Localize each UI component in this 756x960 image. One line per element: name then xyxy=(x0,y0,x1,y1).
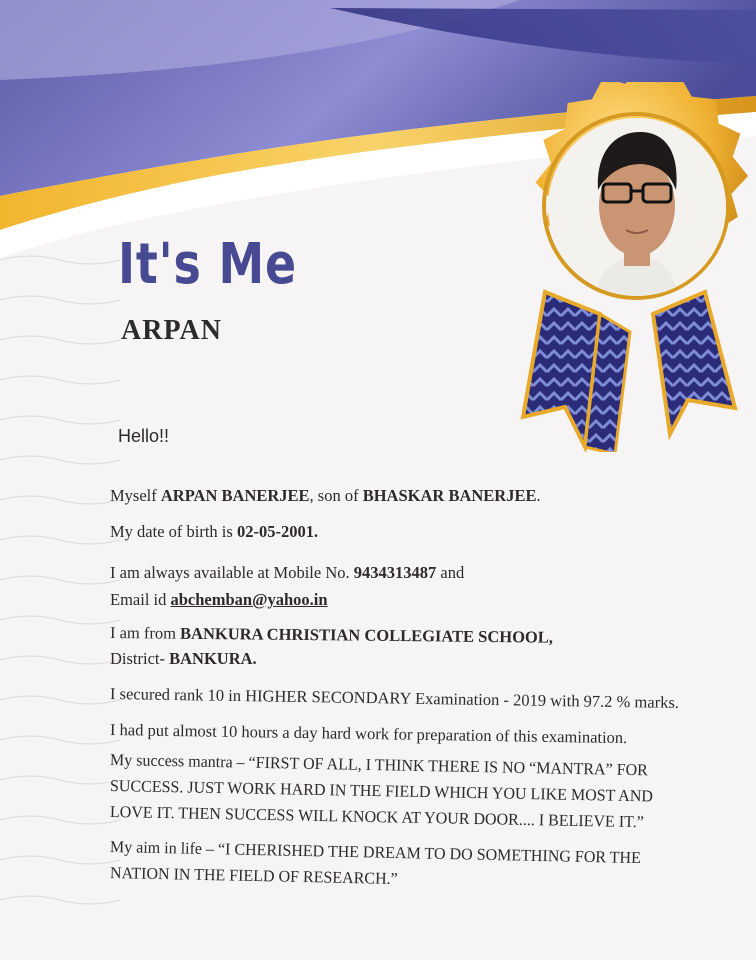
person-portrait-icon xyxy=(548,118,726,296)
mobile-prefix: I am always available at Mobile No. xyxy=(110,563,354,582)
intro-suffix: . xyxy=(536,486,541,505)
mobile-number: 9434313487 xyxy=(353,563,437,582)
school-line xyxy=(110,623,553,648)
page-title: It's Me xyxy=(118,232,298,297)
mobile-suffix: and xyxy=(436,563,465,582)
intro-middle: , son of xyxy=(309,486,363,505)
aim-line-1: My aim in life – “I CHERISHED THE DREAM TO DO SOMETHING FOR THE xyxy=(109,837,642,868)
email-line xyxy=(110,590,328,610)
school-prefix: I am from xyxy=(109,623,181,643)
decorative-lines xyxy=(0,240,120,940)
dob-line xyxy=(110,522,318,542)
email-prefix: Email id xyxy=(110,590,171,609)
profile-photo xyxy=(548,118,726,296)
greeting-text: Hello!! xyxy=(118,426,170,446)
district-prefix: District- xyxy=(110,649,170,668)
rank-line: I secured rank 10 in HIGHER SECONDARY Examination - 2019 with 97.2 % marks. xyxy=(109,684,680,712)
father-name: BHASKAR BANERJEE xyxy=(362,486,537,505)
student-name: ARPAN xyxy=(121,315,222,346)
effort-line: I had put almost 10 hours a day hard work for preparation of this examination. xyxy=(109,720,628,748)
intro-prefix: Myself xyxy=(110,486,161,505)
dob-prefix: My date of birth is xyxy=(110,522,237,541)
district-name: BANKURA. xyxy=(169,649,257,668)
mantra-line-1: My success mantra – “FIRST OF ALL, I THINK THERE IS NO “MANTRA” FOR xyxy=(109,750,649,780)
school-name: BANKURA CHRISTIAN COLLEGIATE SCHOOL, xyxy=(180,623,554,647)
mobile-line xyxy=(110,563,464,583)
full-name: ARPAN BANERJEE xyxy=(160,486,310,505)
district-line xyxy=(110,649,257,669)
intro-line xyxy=(110,486,541,506)
mantra-line-3: LOVE IT. THEN SUCCESS WILL KNOCK AT YOUR DOOR.... I BELIEVE IT.” xyxy=(109,802,645,832)
email-link[interactable]: abchemban@yahoo.in xyxy=(170,590,328,609)
date-of-birth: 02-05-2001. xyxy=(236,522,319,541)
mantra-line-2: SUCCESS. JUST WORK HARD IN THE FIELD WHICH YOU LIKE MOST AND xyxy=(109,776,654,806)
aim-line-2: NATION IN THE FIELD OF RESEARCH.” xyxy=(109,863,398,889)
